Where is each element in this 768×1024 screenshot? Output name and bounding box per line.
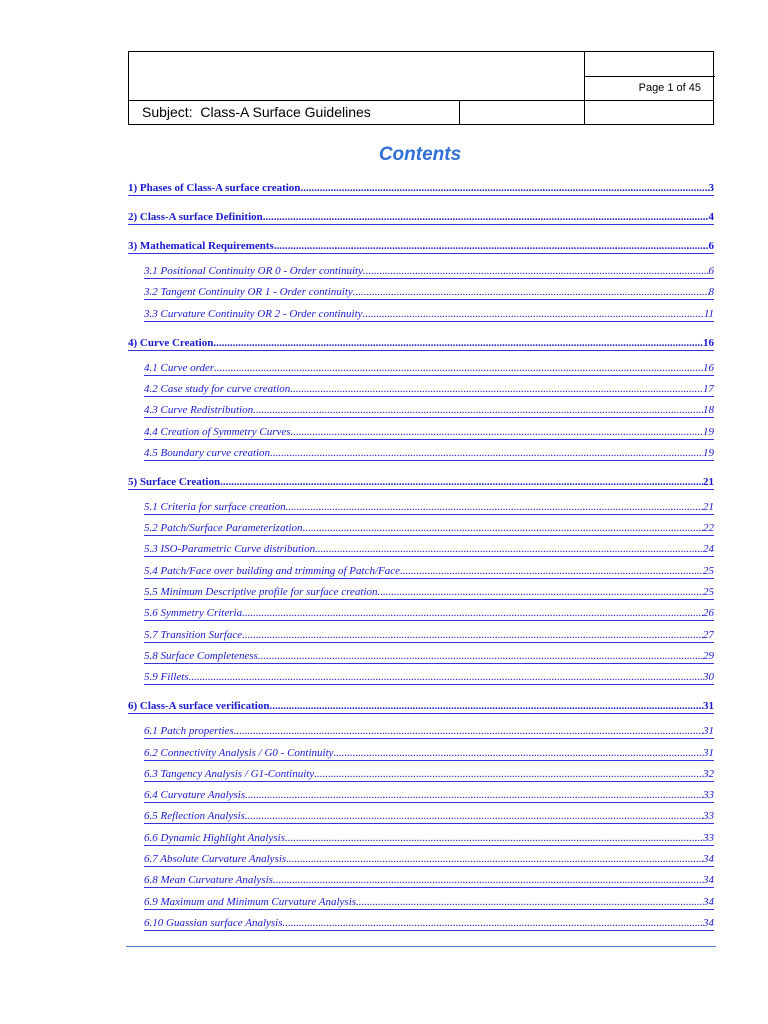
toc-entry-page: 25: [703, 564, 714, 577]
toc-dot-leader: [303, 521, 703, 535]
header-table: [128, 51, 714, 125]
toc-dot-leader: [315, 542, 703, 556]
toc-dot-leader: [214, 361, 703, 375]
toc-entry-title: 4) Curve Creation: [128, 336, 214, 349]
toc-entry-page: 25: [703, 586, 714, 598]
toc-dot-leader: [286, 500, 703, 514]
toc-entry[interactable]: [128, 698, 714, 714]
toc-entry-title: 6.5 Reflection Analysis: [144, 810, 245, 823]
toc-dot-leader: [286, 852, 703, 866]
toc-entry[interactable]: [144, 766, 714, 782]
toc-entry-title: 6.1 Patch properties: [144, 725, 234, 738]
toc-entry-page: 22: [703, 522, 714, 535]
toc-entry-page: 34: [703, 916, 714, 929]
toc-entry-page: 34: [703, 874, 714, 887]
toc-dot-leader: [363, 264, 709, 278]
toc-entry-title: 4.5 Boundary curve creation: [144, 446, 271, 459]
toc-entry-page: 26: [703, 607, 714, 620]
toc-entry-title: 2) Class-A surface Definition: [128, 211, 263, 223]
toc-entry-page: 21: [703, 475, 714, 488]
toc-dot-leader: [253, 403, 703, 417]
toc-dot-leader: [285, 831, 703, 845]
toc-entry-page: 3: [708, 182, 714, 194]
toc-dot-leader: [242, 606, 703, 620]
toc-entry-title: 1) Phases of Class-A surface creation: [128, 182, 301, 194]
toc-entry[interactable]: [144, 520, 714, 536]
toc-entry-page: 17: [703, 382, 714, 395]
toc-dot-leader: [378, 585, 703, 599]
toc-dot-leader: [273, 873, 703, 887]
toc-entry-title: 5.7 Transition Surface: [144, 628, 243, 641]
toc-dot-leader: [300, 181, 708, 195]
toc-entry-page: 18: [703, 404, 714, 417]
subject-value: Class-A Surface Guidelines: [200, 104, 371, 120]
toc-entry-page: 21: [703, 500, 714, 513]
toc-entry-page: 16: [703, 336, 714, 349]
toc-dot-leader: [269, 699, 703, 713]
toc-entry-page: 33: [703, 810, 714, 823]
contents-heading: Contents: [378, 144, 462, 165]
toc-dot-leader: [242, 628, 703, 642]
toc-entry[interactable]: [144, 894, 714, 910]
toc-entry-title: 4.2 Case study for curve creation: [144, 382, 291, 395]
toc-entry-page: 34: [703, 895, 714, 908]
subject-cell: [129, 100, 460, 124]
toc-entry[interactable]: [144, 402, 714, 418]
toc-entry-title: 3.3 Curvature Continuity OR 2 - Order continuity: [144, 307, 363, 320]
toc-dot-leader: [290, 382, 703, 396]
toc-entry-title: 6.9 Maximum and Minimum Curvature Analysis: [144, 895, 357, 908]
toc-entry[interactable]: [144, 851, 714, 867]
toc-entry-page: 19: [703, 446, 714, 459]
toc-entry-page: 30: [703, 671, 714, 684]
toc-entry-title: 5.3 ISO-Parametric Curve distribution: [144, 543, 316, 556]
toc-entry-title: 4.4 Creation of Symmetry Curves: [144, 425, 291, 438]
toc-entry-title: 5.9 Fillets: [144, 671, 189, 684]
toc-dot-leader: [400, 564, 703, 578]
toc-dot-leader: [291, 425, 703, 439]
toc-entry[interactable]: [144, 284, 714, 300]
header-cell-blank: [129, 52, 585, 100]
toc-entry[interactable]: [128, 209, 714, 225]
toc-entry[interactable]: [144, 648, 714, 664]
toc-entry[interactable]: [144, 306, 714, 322]
header-cell-right: [585, 100, 715, 124]
toc-dot-leader: [189, 670, 703, 684]
toc-dot-leader: [314, 767, 703, 781]
toc-dot-leader: [274, 239, 709, 253]
subject-label: Subject:: [142, 104, 193, 120]
toc-entry[interactable]: [144, 605, 714, 621]
toc-entry-page: 4: [708, 211, 714, 223]
toc-entry-title: 4.3 Curve Redistribution: [144, 404, 254, 417]
page-number: Page 1 of 45: [638, 82, 701, 94]
toc-entry[interactable]: [144, 499, 714, 515]
toc-entry-title: 6.7 Absolute Curvature Analysis: [144, 853, 287, 865]
toc-entry-page: 8: [708, 286, 714, 299]
toc-entry-title: 5.1 Criteria for surface creation: [144, 500, 286, 513]
toc-entry-page: 32: [703, 767, 714, 780]
toc-dot-leader: [353, 285, 709, 299]
toc-entry[interactable]: [144, 424, 714, 440]
toc-entry[interactable]: [144, 563, 714, 579]
toc-entry[interactable]: [144, 872, 714, 888]
toc-entry[interactable]: [128, 335, 714, 351]
toc-entry-title: 6.10 Guassian surface Analysis: [144, 916, 283, 929]
toc-entry-page: 33: [703, 789, 714, 802]
toc-entry-page: 31: [703, 725, 714, 738]
footer-rule: [126, 946, 716, 947]
toc-entry[interactable]: [144, 915, 714, 931]
toc-entry-page: 11: [703, 307, 714, 320]
toc-dot-leader: [245, 809, 703, 823]
toc-entry-title: 5.2 Patch/Surface Parameterization: [144, 522, 303, 535]
toc-entry[interactable]: [144, 808, 714, 824]
toc-dot-leader: [245, 788, 703, 802]
toc-entry-title: 6) Class-A surface verification: [128, 700, 270, 713]
toc-dot-leader: [363, 307, 704, 321]
toc-entry-title: 6.8 Mean Curvature Analysis: [144, 874, 273, 887]
toc-entry[interactable]: [144, 669, 714, 685]
header-cell-empty: [585, 52, 715, 77]
toc-dot-leader: [283, 916, 703, 930]
toc-entry[interactable]: [128, 180, 714, 196]
toc-entry[interactable]: [144, 263, 714, 279]
toc-entry-title: 5) Surface Creation: [128, 475, 221, 488]
toc-entry[interactable]: [144, 360, 714, 376]
toc-dot-leader: [356, 895, 703, 909]
toc-entry-title: 3.1 Positional Continuity OR 0 - Order continuity: [144, 265, 363, 277]
toc-entry-title: 4.1 Curve order: [144, 361, 215, 374]
toc-dot-leader: [213, 336, 703, 350]
toc-entry-title: 5.8 Surface Completeness: [144, 649, 258, 662]
toc-entry[interactable]: [144, 787, 714, 803]
toc-entry[interactable]: [144, 445, 714, 461]
toc-entry-page: 24: [703, 543, 714, 556]
toc-entry-title: 3) Mathematical Requirements: [128, 240, 274, 252]
toc-entry-title: 3.2 Tangent Continuity OR 1 - Order continuity: [144, 286, 353, 299]
toc-entry[interactable]: [144, 627, 714, 643]
toc-entry[interactable]: [144, 541, 714, 557]
toc-dot-leader: [220, 475, 703, 489]
toc-dot-leader: [258, 649, 703, 663]
toc-entry-page: 31: [703, 746, 714, 759]
toc-entry-page: 27: [703, 628, 714, 641]
toc-entry-title: 5.6 Symmetry Criteria: [144, 607, 243, 620]
toc-entry[interactable]: [144, 745, 714, 761]
toc-entry[interactable]: [128, 474, 714, 490]
toc-entry[interactable]: [128, 238, 714, 254]
toc-entry[interactable]: [144, 830, 714, 846]
toc-entry-page: 6: [708, 240, 714, 252]
toc-entry-page: 19: [703, 425, 714, 438]
toc-dot-leader: [270, 446, 703, 460]
toc-entry-title: 6.6 Dynamic Highlight Analysis: [144, 831, 285, 844]
toc-entry-title: 5.4 Patch/Face over building and trimming of Patch/Face: [144, 564, 401, 577]
toc-entry[interactable]: [144, 584, 714, 600]
toc-entry-title: 5.5 Minimum Descriptive profile for surface creation: [144, 586, 378, 598]
toc-entry-page: 6: [708, 265, 714, 277]
toc-entry-page: 16: [703, 361, 714, 374]
toc-dot-leader: [263, 210, 709, 224]
toc-entry-page: 31: [703, 700, 714, 713]
toc-dot-leader: [234, 724, 703, 738]
toc-entry-title: 6.4 Curvature Analysis: [144, 789, 246, 802]
toc-entry-title: 6.2 Connectivity Analysis / G0 - Continuity: [144, 746, 334, 759]
header-cell-middle: [460, 100, 585, 124]
toc-entry-page: 34: [703, 853, 714, 865]
toc-entry[interactable]: [144, 381, 714, 397]
toc-entry-page: 29: [703, 649, 714, 662]
toc-entry[interactable]: [144, 723, 714, 739]
toc-entry-page: 33: [703, 831, 714, 844]
toc-entry-title: 6.3 Tangency Analysis / G1-Continuity: [144, 767, 315, 780]
toc-dot-leader: [334, 746, 703, 760]
